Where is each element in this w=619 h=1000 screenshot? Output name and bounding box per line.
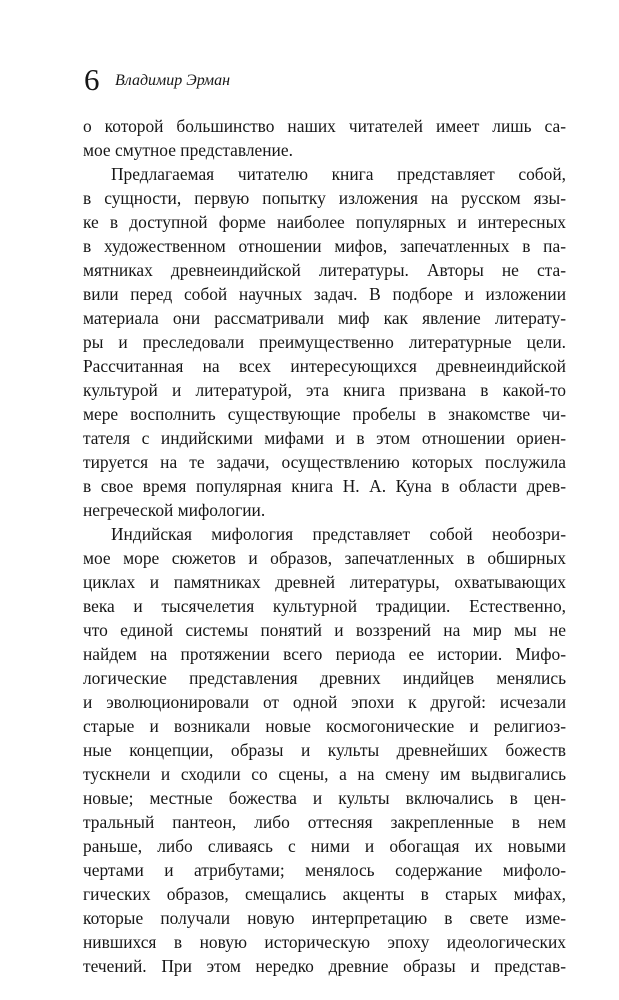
paragraph-2 <box>83 162 566 522</box>
text-line: гических образов, смещались акценты в старых мифах, <box>83 884 566 904</box>
text-line: в свое время популярная книга Н. А. Куна в области древ- <box>83 476 566 496</box>
text-line: в сущности, первую попытку изложения на русском язы- <box>83 188 566 208</box>
text-line: найдем на протяжении всего периода ее истории. Мифо- <box>83 644 566 664</box>
text-line: логические представления древних индийцев менялись <box>83 668 566 688</box>
text-line: и эволюционировали от одной эпохи к другой: исчезали <box>83 692 566 712</box>
text-line: мое море сюжетов и образов, запечатленных в обширных <box>83 548 566 568</box>
text-line: тральный пантеон, либо оттесняя закрепленные в нем <box>83 812 566 832</box>
body-text <box>83 114 566 978</box>
running-header <box>84 62 564 102</box>
text-line: материала они рассматривали миф как явление литерату- <box>83 308 566 328</box>
page-number: 6 <box>84 62 100 97</box>
text-line: что единой системы понятий и воззрений на мир мы не <box>83 620 566 640</box>
text-line: о которой большинство наших читателей имеет лишь са- <box>83 116 566 136</box>
text-line: раньше, либо сливаясь с ними и обогащая их новыми <box>83 836 566 856</box>
text-line: негреческой мифологии. <box>83 500 266 520</box>
text-line: новые; местные божества и культы включались в цен- <box>83 788 566 808</box>
text-line: которые получали новую интерпретацию в свете изме- <box>83 908 566 928</box>
text-line: мере восполнить существующие пробелы в знакомстве чи- <box>83 404 566 424</box>
text-line: циклах и памятниках древней литературы, охватывающих <box>83 572 566 592</box>
text-line: старые и возникали новые космогонические и религиоз- <box>83 716 566 736</box>
text-line: ные концепции, образы и культы древнейших божеств <box>83 740 566 760</box>
text-line: ке в доступной форме наиболее популярных и интересных <box>83 212 566 232</box>
text-line: вили перед собой научных задач. В подборе и изложении <box>83 284 566 304</box>
text-line: Индийская мифология представляет собой необозри- <box>111 524 566 544</box>
paragraph-1 <box>83 114 566 162</box>
text-line: в художественном отношении мифов, запечатленных в па- <box>83 236 566 256</box>
running-title-author: Владимир Эрман <box>115 72 231 89</box>
text-line: Рассчитанная на всех интересующихся древнеиндийской <box>83 356 566 376</box>
text-line: мое смутное представление. <box>83 140 293 160</box>
text-line: тускнели и сходили со сцены, а на смену им выдвигались <box>83 764 566 784</box>
text-line: тируется на те задачи, осуществлению которых послужила <box>83 452 566 472</box>
text-line: века и тысячелетия культурной традиции. Естественно, <box>83 596 566 616</box>
paragraph-3 <box>83 522 566 978</box>
text-line: чертами и атрибутами; менялось содержание мифоло- <box>83 860 566 880</box>
text-line: течений. При этом нередко древние образы и представ- <box>83 956 566 976</box>
text-line: мятниках древнеиндийской литературы. Авторы не ста- <box>83 260 566 280</box>
text-line: тателя с индийскими мифами и в этом отношении ориен- <box>83 428 566 448</box>
text-line: культурой и литературой, эта книга призвана в какой-то <box>83 380 566 400</box>
text-line: ры и преследовали преимущественно литературные цели. <box>83 332 566 352</box>
text-line: Предлагаемая читателю книга представляет собой, <box>111 164 566 184</box>
text-line: нившихся в новую историческую эпоху идеологических <box>83 932 566 952</box>
